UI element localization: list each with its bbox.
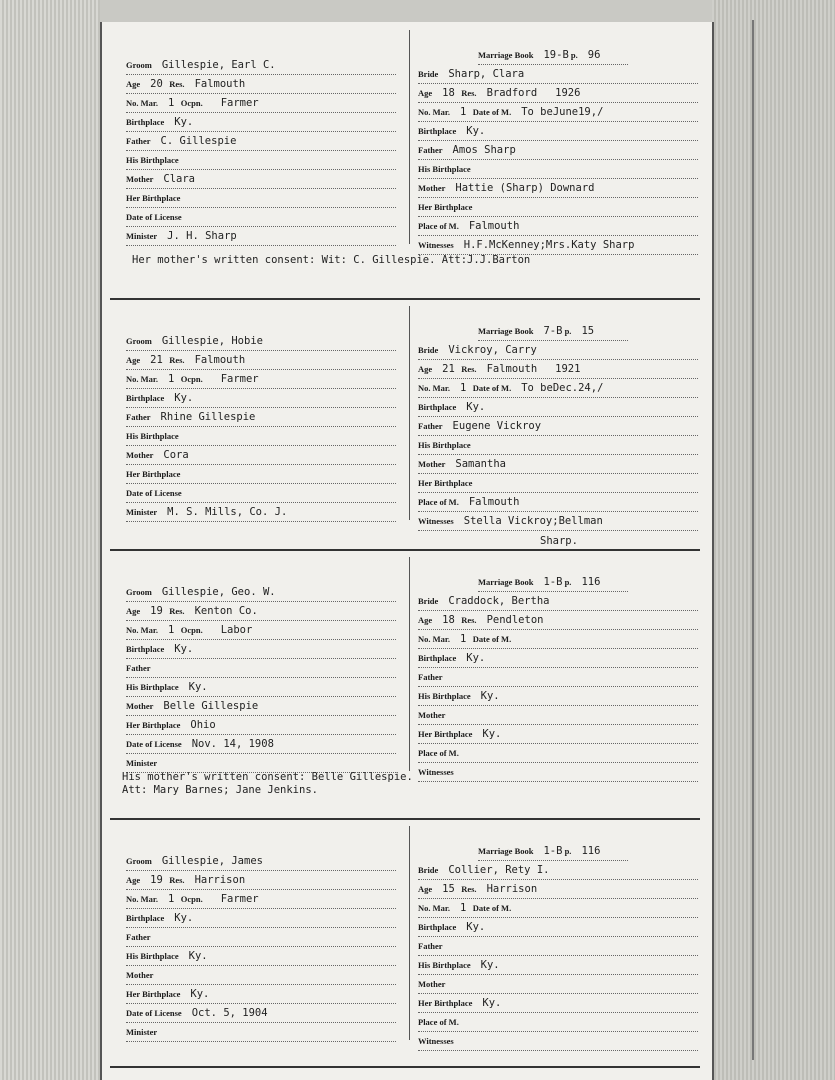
label-place-of-m: Place of M.: [418, 221, 459, 231]
bride-residence: Harrison: [486, 883, 538, 895]
label-minister: Minister: [126, 1027, 158, 1037]
label-place-of-m: Place of M.: [418, 497, 459, 507]
groom-birthplace-line: [126, 640, 396, 659]
label-her-birthplace: Her Birthplace: [418, 729, 473, 739]
bride-father: Eugene Vickroy: [452, 420, 542, 432]
label-age: Age: [126, 79, 141, 89]
bride-no-mar-line: [418, 899, 698, 918]
groom-her-birthplace-line: [126, 716, 396, 735]
marriage-book-number: 1-B: [543, 845, 563, 857]
marriage-record: [102, 298, 712, 547]
bride-place-of-m: Falmouth: [468, 496, 520, 508]
groom-minister-line: [126, 227, 396, 246]
groom-age-res-line: [126, 351, 396, 370]
label-age: Age: [126, 875, 141, 885]
bride-name: Collier, Rety I.: [448, 864, 550, 876]
bride-place-of-m-line: [418, 1013, 698, 1032]
label-his-birthplace: His Birthplace: [126, 951, 179, 961]
bride-father-line: [418, 417, 698, 436]
label-birthplace: Birthplace: [126, 393, 165, 403]
label-her-birthplace: Her Birthplace: [126, 720, 181, 730]
record-note: Her mother's written consent: Wit: C. Gillespie. Att:J.J.Barton: [132, 254, 531, 266]
groom-birthplace-line: [126, 909, 396, 928]
groom-birthplace: Ky.: [174, 643, 194, 655]
bride-age-res-line: [418, 880, 698, 899]
label-father: Father: [418, 145, 443, 155]
bride-birthplace: Ky.: [466, 401, 486, 413]
label-minister: Minister: [126, 507, 158, 517]
bride-age-res-line: [418, 360, 698, 379]
bride-his-birthplace-line: [418, 687, 698, 706]
label-bride: Bride: [418, 345, 439, 355]
groom-father: C. Gillespie: [160, 135, 237, 147]
record-separator: [110, 549, 700, 551]
bride-age-res-line: [418, 611, 698, 630]
label-no-mar: No. Mar.: [126, 374, 159, 384]
marriage-record: [102, 549, 712, 801]
label-no-mar: No. Mar.: [126, 98, 159, 108]
label-res: Res.: [169, 79, 185, 89]
label-no-mar: No. Mar.: [418, 903, 451, 913]
bride-no-marriages: 1: [460, 382, 467, 394]
label-page-abbr: p.: [564, 846, 572, 856]
bride-his-birthplace-line: [418, 160, 698, 179]
bride-witnesses-line: [418, 236, 698, 255]
bride-witnesses-line: [418, 512, 698, 531]
groom-no-marriages: 1: [168, 97, 175, 109]
groom-mother-line: [126, 446, 396, 465]
label-res: Res.: [169, 875, 185, 885]
label-marriage-book: Marriage Book: [478, 50, 534, 60]
groom-occupation: Farmer: [220, 373, 259, 385]
label-date-of-m: Date of M.: [472, 383, 512, 393]
label-marriage-book: Marriage Book: [478, 846, 534, 856]
bride-residence: Pendleton: [486, 614, 544, 626]
bride-name-line: [418, 65, 698, 84]
groom-birthplace: Ky.: [174, 392, 194, 404]
label-res: Res.: [169, 606, 185, 616]
bride-her-birthplace: Ky.: [482, 728, 502, 740]
groom-age-res-line: [126, 75, 396, 94]
label-birthplace: Birthplace: [418, 402, 457, 412]
marriage-book-line: [478, 573, 628, 592]
bride-no-marriages: 1: [460, 902, 467, 914]
groom-birthplace: Ky.: [174, 116, 194, 128]
label-his-birthplace: His Birthplace: [418, 691, 471, 701]
label-groom: Groom: [126, 336, 152, 346]
bride-residence: Falmouth: [486, 363, 538, 375]
marriage-book-page: 15: [581, 325, 595, 337]
groom-her-birthplace-line: [126, 985, 396, 1004]
groom-date-of-license-line: [126, 735, 396, 754]
groom-no-marriages: 1: [168, 373, 175, 385]
scan-right-margin: [712, 0, 835, 1080]
label-groom: Groom: [126, 60, 152, 70]
label-age: Age: [418, 88, 433, 98]
record-separator: [110, 298, 700, 300]
groom-minister: M. S. Mills, Co. J.: [167, 506, 288, 518]
column-divider: [409, 30, 410, 244]
label-bride: Bride: [418, 596, 439, 606]
groom-name-line: [126, 56, 396, 75]
groom-mother-line: [126, 170, 396, 189]
groom-name: Gillespie, Earl C.: [161, 59, 276, 71]
label-mother: Mother: [126, 450, 154, 460]
marriage-book-line: [478, 46, 628, 65]
bride-no-mar-line: [418, 379, 698, 398]
bride-no-mar-line: [418, 103, 698, 122]
groom-date-of-license: Oct. 5, 1904: [191, 1007, 268, 1019]
groom-his-birthplace-line: [126, 947, 396, 966]
bride-witnesses: H.F.McKenney;Mrs.Katy Sharp: [463, 239, 635, 251]
label-date-of-m: Date of M.: [472, 903, 512, 913]
label-no-mar: No. Mar.: [126, 625, 159, 635]
label-res: Res.: [461, 884, 477, 894]
groom-birthplace: Ky.: [174, 912, 194, 924]
bride-age-res-line: [418, 84, 698, 103]
label-date-of-m: Date of M.: [472, 107, 512, 117]
groom-residence: Kenton Co.: [194, 605, 258, 617]
label-her-birthplace: Her Birthplace: [126, 469, 181, 479]
label-groom: Groom: [126, 856, 152, 866]
groom-her-birthplace-line: [126, 189, 396, 208]
label-mother: Mother: [418, 459, 446, 469]
bride-his-birthplace: Ky.: [480, 690, 500, 702]
marriage-book-line: [478, 842, 628, 861]
groom-minister-line: [126, 1023, 396, 1042]
bride-place-of-m-line: [418, 217, 698, 236]
bride-birthplace-line: [418, 398, 698, 417]
label-page-abbr: p.: [564, 577, 572, 587]
label-age: Age: [418, 364, 433, 374]
marriage-record: [102, 22, 712, 280]
bride-mother-line: [418, 975, 698, 994]
record-separator: [110, 1066, 700, 1068]
bride-her-birthplace-line: [418, 474, 698, 493]
label-minister: Minister: [126, 231, 158, 241]
groom-birthplace-line: [126, 389, 396, 408]
groom-occupation: Farmer: [220, 97, 259, 109]
label-father: Father: [126, 663, 151, 673]
marriage-record: [102, 818, 712, 1050]
label-marriage-book: Marriage Book: [478, 577, 534, 587]
label-birthplace: Birthplace: [418, 126, 457, 136]
bride-mother: Samantha: [455, 458, 506, 470]
label-date-of-license: Date of License: [126, 739, 182, 749]
bride-his-birthplace-line: [418, 956, 698, 975]
bride-name: Sharp, Clara: [448, 68, 525, 80]
groom-name-line: [126, 852, 396, 871]
groom-father: Rhine Gillespie: [160, 411, 256, 423]
label-witnesses: Witnesses: [418, 1036, 454, 1046]
bride-birthplace-line: [418, 918, 698, 937]
record-note: His mother's written consent: Belle Gillespie.: [122, 771, 413, 783]
groom-her-birthplace: Ky.: [190, 988, 210, 1000]
groom-residence: Falmouth: [194, 354, 246, 366]
bride-father-line: [418, 668, 698, 687]
bride-no-marriages: 1: [460, 633, 467, 645]
label-ocpn: Ocpn.: [180, 98, 203, 108]
label-page-abbr: p.: [564, 326, 572, 336]
bride-birthplace: Ky.: [466, 921, 486, 933]
label-no-mar: No. Mar.: [418, 634, 451, 644]
marriage-book-number: 7-B: [543, 325, 563, 337]
bride-age: 15: [442, 883, 455, 895]
marriage-book-page: 96: [587, 49, 601, 61]
marriage-book-number: 19-B: [543, 49, 569, 61]
record-card-page: [100, 22, 714, 1080]
groom-date-of-license-line: [126, 484, 396, 503]
groom-his-birthplace-line: [126, 678, 396, 697]
date-of-marriage: To beJune19,/: [521, 106, 604, 118]
groom-age: 20: [150, 78, 163, 90]
groom-no-marriages: 1: [168, 893, 175, 905]
label-date-of-license: Date of License: [126, 1008, 182, 1018]
bride-no-marriages: 1: [460, 106, 467, 118]
label-res: Res.: [461, 88, 477, 98]
label-marriage-book: Marriage Book: [478, 326, 534, 336]
groom-father-line: [126, 928, 396, 947]
bride-her-birthplace-line: [418, 725, 698, 744]
label-birthplace: Birthplace: [126, 913, 165, 923]
label-her-birthplace: Her Birthplace: [418, 202, 473, 212]
label-her-birthplace: Her Birthplace: [126, 193, 181, 203]
label-age: Age: [418, 884, 433, 894]
groom-no-mar-line: [126, 94, 396, 113]
groom-father-line: [126, 132, 396, 151]
label-witnesses: Witnesses: [418, 767, 454, 777]
groom-no-mar-line: [126, 370, 396, 389]
label-no-mar: No. Mar.: [126, 894, 159, 904]
bride-father: Amos Sharp: [452, 144, 516, 156]
label-father: Father: [126, 412, 151, 422]
label-her-birthplace: Her Birthplace: [418, 998, 473, 1008]
bride-place-of-m: Falmouth: [468, 220, 520, 232]
bride-mother-line: [418, 455, 698, 474]
bride-mother-line: [418, 706, 698, 725]
groom-date-of-license-line: [126, 1004, 396, 1023]
label-no-mar: No. Mar.: [418, 107, 451, 117]
groom-date-of-license: Nov. 14, 1908: [191, 738, 274, 750]
bride-place-of-m-line: [418, 744, 698, 763]
label-ocpn: Ocpn.: [180, 625, 203, 635]
label-age: Age: [418, 615, 433, 625]
groom-father-line: [126, 659, 396, 678]
label-his-birthplace: His Birthplace: [126, 155, 179, 165]
label-his-birthplace: His Birthplace: [126, 682, 179, 692]
label-res: Res.: [169, 355, 185, 365]
bride-name-line: [418, 861, 698, 880]
label-res: Res.: [461, 364, 477, 374]
bride-name-line: [418, 592, 698, 611]
bride-mother: Hattie (Sharp) Downard: [455, 182, 595, 194]
label-place-of-m: Place of M.: [418, 1017, 459, 1027]
bride-name: Craddock, Bertha: [448, 595, 550, 607]
groom-occupation: Labor: [220, 624, 253, 636]
column-divider: [409, 826, 410, 1040]
record-note: Att: Mary Barnes; Jane Jenkins.: [122, 784, 318, 796]
bride-witnesses-continued: Sharp.: [540, 535, 578, 547]
column-divider: [409, 557, 410, 771]
groom-mother-line: [126, 697, 396, 716]
marriage-book-page: 116: [581, 576, 601, 588]
label-his-birthplace: His Birthplace: [418, 440, 471, 450]
groom-father-line: [126, 408, 396, 427]
label-date-of-license: Date of License: [126, 212, 182, 222]
groom-age: 21: [150, 354, 163, 366]
label-date-of-m: Date of M.: [472, 634, 512, 644]
groom-residence: Falmouth: [194, 78, 246, 90]
bride-age: 18: [442, 87, 455, 99]
label-groom: Groom: [126, 587, 152, 597]
bride-father-line: [418, 141, 698, 160]
groom-age: 19: [150, 874, 163, 886]
label-bride: Bride: [418, 69, 439, 79]
groom-mother-line: [126, 966, 396, 985]
groom-her-birthplace: Ohio: [190, 719, 216, 731]
label-father: Father: [126, 136, 151, 146]
column-divider: [409, 306, 410, 520]
label-birthplace: Birthplace: [126, 117, 165, 127]
label-witnesses: Witnesses: [418, 240, 454, 250]
bride-place-of-m-line: [418, 493, 698, 512]
label-mother: Mother: [126, 970, 154, 980]
label-minister: Minister: [126, 758, 158, 768]
groom-mother: Clara: [163, 173, 195, 185]
bride-birthplace: Ky.: [466, 125, 486, 137]
date-of-marriage: To beDec.24,/: [521, 382, 604, 394]
label-ocpn: Ocpn.: [180, 374, 203, 384]
label-mother: Mother: [126, 174, 154, 184]
groom-name: Gillespie, James: [161, 855, 263, 867]
bride-birthplace-line: [418, 649, 698, 668]
groom-name-line: [126, 583, 396, 602]
label-father: Father: [418, 421, 443, 431]
groom-age: 19: [150, 605, 163, 617]
bride-mother-line: [418, 179, 698, 198]
label-his-birthplace: His Birthplace: [126, 431, 179, 441]
label-mother: Mother: [418, 979, 446, 989]
groom-his-birthplace-line: [126, 427, 396, 446]
bride-name-line: [418, 341, 698, 360]
bride-birthplace-line: [418, 122, 698, 141]
marriage-year: 1921: [555, 363, 581, 375]
bride-name: Vickroy, Carry: [448, 344, 537, 356]
bride-her-birthplace-line: [418, 198, 698, 217]
groom-birthplace-line: [126, 113, 396, 132]
label-birthplace: Birthplace: [126, 644, 165, 654]
groom-name-line: [126, 332, 396, 351]
marriage-book-page: 116: [581, 845, 601, 857]
bride-witnesses-line: [418, 1032, 698, 1051]
label-witnesses: Witnesses: [418, 516, 454, 526]
label-date-of-license: Date of License: [126, 488, 182, 498]
marriage-book-line: [478, 322, 628, 341]
groom-mother: Belle Gillespie: [163, 700, 259, 712]
groom-no-mar-line: [126, 890, 396, 909]
label-her-birthplace: Her Birthplace: [418, 478, 473, 488]
label-mother: Mother: [418, 183, 446, 193]
bride-birthplace: Ky.: [466, 652, 486, 664]
marriage-book-number: 1-B: [543, 576, 563, 588]
groom-name: Gillespie, Hobie: [161, 335, 263, 347]
groom-minister: J. H. Sharp: [167, 230, 237, 242]
bride-age: 21: [442, 363, 455, 375]
bride-his-birthplace-line: [418, 436, 698, 455]
label-birthplace: Birthplace: [418, 653, 457, 663]
bride-father-line: [418, 937, 698, 956]
label-bride: Bride: [418, 865, 439, 875]
groom-age-res-line: [126, 602, 396, 621]
groom-minister-line: [126, 503, 396, 522]
label-age: Age: [126, 355, 141, 365]
groom-no-marriages: 1: [168, 624, 175, 636]
label-ocpn: Ocpn.: [180, 894, 203, 904]
bride-residence: Bradford: [486, 87, 538, 99]
bride-her-birthplace-line: [418, 994, 698, 1013]
label-father: Father: [418, 672, 443, 682]
groom-age-res-line: [126, 871, 396, 890]
groom-occupation: Farmer: [220, 893, 259, 905]
label-place-of-m: Place of M.: [418, 748, 459, 758]
groom-no-mar-line: [126, 621, 396, 640]
groom-mother: Cora: [163, 449, 189, 461]
label-res: Res.: [461, 615, 477, 625]
label-no-mar: No. Mar.: [418, 383, 451, 393]
label-mother: Mother: [126, 701, 154, 711]
label-his-birthplace: His Birthplace: [418, 960, 471, 970]
scan-left-margin: [0, 0, 100, 1080]
label-father: Father: [418, 941, 443, 951]
bride-her-birthplace: Ky.: [482, 997, 502, 1009]
groom-her-birthplace-line: [126, 465, 396, 484]
label-his-birthplace: His Birthplace: [418, 164, 471, 174]
groom-date-of-license-line: [126, 208, 396, 227]
groom-name: Gillespie, Geo. W.: [161, 586, 276, 598]
label-father: Father: [126, 932, 151, 942]
bride-age: 18: [442, 614, 455, 626]
label-birthplace: Birthplace: [418, 922, 457, 932]
label-her-birthplace: Her Birthplace: [126, 989, 181, 999]
label-page-abbr: p.: [570, 50, 578, 60]
record-separator: [110, 818, 700, 820]
groom-his-birthplace-line: [126, 151, 396, 170]
bride-his-birthplace: Ky.: [480, 959, 500, 971]
groom-residence: Harrison: [194, 874, 246, 886]
marriage-year: 1926: [555, 87, 581, 99]
groom-his-birthplace: Ky.: [188, 681, 208, 693]
label-age: Age: [126, 606, 141, 616]
bride-witnesses-line: [418, 763, 698, 782]
bride-no-mar-line: [418, 630, 698, 649]
label-mother: Mother: [418, 710, 446, 720]
bride-witnesses: Stella Vickroy;Bellman: [463, 515, 603, 527]
groom-his-birthplace: Ky.: [188, 950, 208, 962]
